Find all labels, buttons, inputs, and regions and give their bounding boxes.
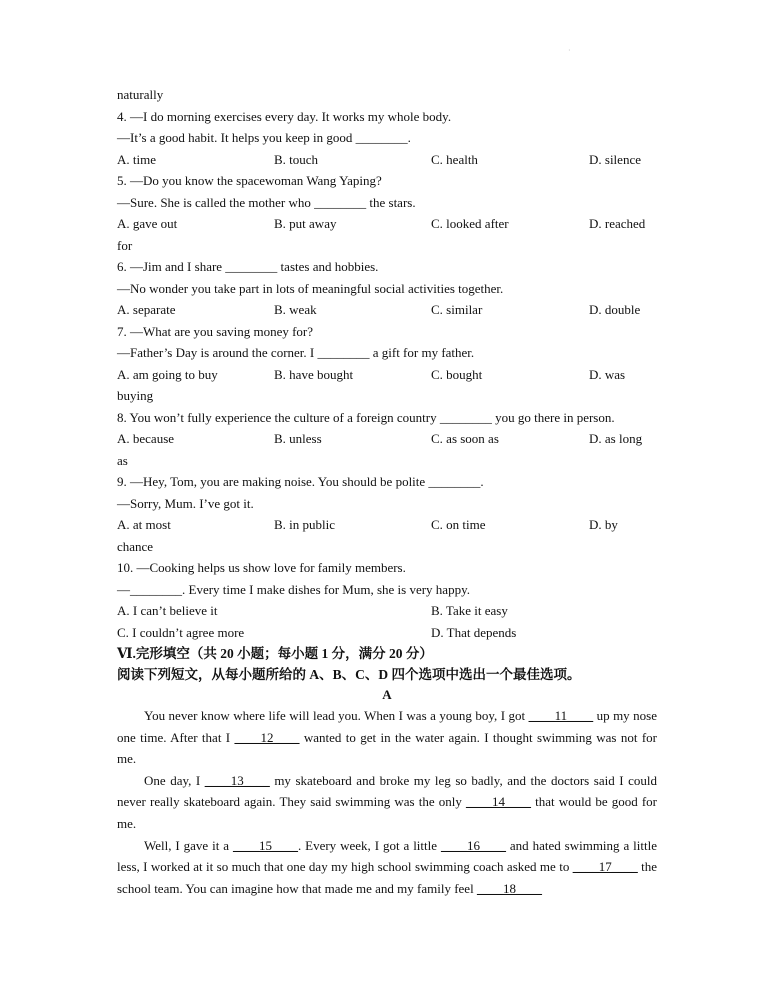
cloze-blank-14: ____14____: [465, 794, 531, 810]
option-d: D. was: [589, 366, 626, 382]
question-6: [117, 256, 657, 321]
wrapped-option-text: buying: [117, 388, 154, 403]
passage-text: One day, I: [144, 772, 205, 788]
question-stem: 4. —I do morning exercises every day. It works my whole body.: [117, 108, 452, 124]
option-b: B. put away: [274, 216, 337, 231]
question-reply: —Father’s Day is around the corner. I ________ a gift for my father.: [117, 345, 475, 360]
question-5: [117, 170, 657, 256]
option-d: D. by: [589, 517, 618, 532]
question-stem: 7. —What are you saving money for?: [117, 323, 314, 339]
question-stem: 6. —Jim and I share ________ tastes and hobbies.: [117, 259, 379, 274]
option-a: A. I can’t believe it: [117, 603, 218, 618]
question-reply: —Sorry, Mum. I’ve got it.: [117, 495, 254, 511]
option-a: A. gave out: [117, 216, 178, 231]
option-c: C. I couldn’t agree more: [117, 624, 245, 640]
option-a: A. am going to buy: [117, 366, 218, 382]
question-7: [117, 321, 657, 407]
question-stem: 8. You won’t fully experience the culture of a foreign country ________ you go there in person.: [117, 409, 615, 425]
wrapped-option-text: chance: [117, 538, 154, 554]
option-row: [117, 514, 657, 536]
option-d: D. reached: [589, 216, 646, 231]
passage-paragraph-1: [117, 705, 657, 770]
option-row: [117, 428, 657, 450]
section-instruction: 阅读下列短文，从每小题所给的 A、B、C、D 四个选项中选出一个最佳选项。: [117, 667, 581, 682]
option-b: B. weak: [274, 302, 317, 317]
option-b: B. touch: [274, 151, 319, 167]
question-10: [117, 557, 657, 643]
question-stem: 5. —Do you know the spacewoman Wang Yaping?: [117, 173, 382, 188]
passage-text: that would be good for me.: [117, 794, 657, 831]
passage-text: You never know where life will lead you. When I was a young boy, I got: [144, 708, 529, 723]
question-reply: —No wonder you take part in lots of meaningful social activities together.: [117, 280, 504, 296]
option-b: B. unless: [274, 431, 322, 446]
question-8: [117, 407, 657, 472]
option-d: D. That depends: [431, 624, 517, 640]
option-c: C. bought: [431, 366, 483, 382]
passage-text: Well, I gave it a: [144, 837, 233, 853]
cloze-blank-11: ____11____: [528, 708, 594, 723]
question-reply: —________. Every time I make dishes for Mum, she is very happy.: [117, 581, 470, 597]
option-row: [117, 213, 657, 235]
question-9: [117, 471, 657, 557]
passage-text: up my nose one time. After that I: [117, 708, 657, 745]
option-d: D. silence: [589, 151, 641, 167]
wrapped-option-text: naturally: [117, 87, 164, 102]
option-a: A. because: [117, 431, 175, 446]
wrapped-option-text: as: [117, 452, 128, 468]
question-reply: —Sure. She is called the mother who ________ the stars.: [117, 194, 416, 210]
option-d: D. double: [589, 302, 641, 317]
option-row: [117, 622, 657, 644]
option-b: B. have bought: [274, 366, 354, 382]
question-stem: 10. —Cooking helps us show love for family members.: [117, 560, 406, 575]
option-c: C. looked after: [431, 216, 509, 231]
header-mark: ·: [568, 46, 571, 55]
option-a: A. time: [117, 151, 156, 167]
passage-text: and hated swimming a little less, I worked at it so much that one day my high school swimming coach asked me to: [117, 837, 657, 875]
option-c: C. on time: [431, 517, 486, 532]
option-b: B. in public: [274, 517, 336, 532]
option-c: C. health: [431, 151, 478, 167]
option-a: A. at most: [117, 517, 171, 532]
question-4: [117, 106, 657, 171]
passage-text: the school team. You can imagine how that made me and my family feel: [117, 859, 657, 896]
exam-content: [117, 84, 657, 899]
cloze-blank-18: ____18____: [476, 880, 542, 896]
section-heading: Ⅵ.完形填空（共 20 小题；每小题 1 分，满分 20 分）: [117, 646, 433, 661]
option-b: B. Take it easy: [431, 603, 508, 618]
cloze-blank-16: ____16____: [440, 837, 506, 853]
option-row: [117, 364, 657, 386]
cloze-blank-15: ____15____: [232, 837, 298, 853]
wrapped-option-text: for: [117, 237, 133, 253]
passage-text: wanted to get in the water again. I thought swimming was not for me.: [117, 729, 657, 767]
option-d: D. as long: [589, 431, 643, 446]
passage-paragraph-3: [117, 835, 657, 900]
option-row: [117, 600, 657, 622]
option-a: A. separate: [117, 302, 176, 317]
passage-title: A: [382, 687, 392, 702]
option-row: [117, 149, 657, 171]
option-c: C. as soon as: [431, 431, 499, 446]
question-stem: 9. —Hey, Tom, you are making noise. You should be polite ________.: [117, 474, 484, 489]
passage-paragraph-2: [117, 770, 657, 835]
option-c: C. similar: [431, 302, 483, 317]
question-reply: —It’s a good habit. It helps you keep in good ________.: [117, 130, 411, 145]
option-row: [117, 299, 657, 321]
passage-text: my skateboard and broke my leg so badly, and the doctors said I could never really skateboard again. They said swimming was the only: [117, 772, 657, 810]
passage-text: . Every week, I got a little: [297, 837, 441, 853]
cloze-blank-17: ____17____: [572, 859, 638, 875]
cloze-blank-13: ____13____: [204, 772, 270, 788]
cloze-blank-12: ____12____: [234, 729, 300, 745]
